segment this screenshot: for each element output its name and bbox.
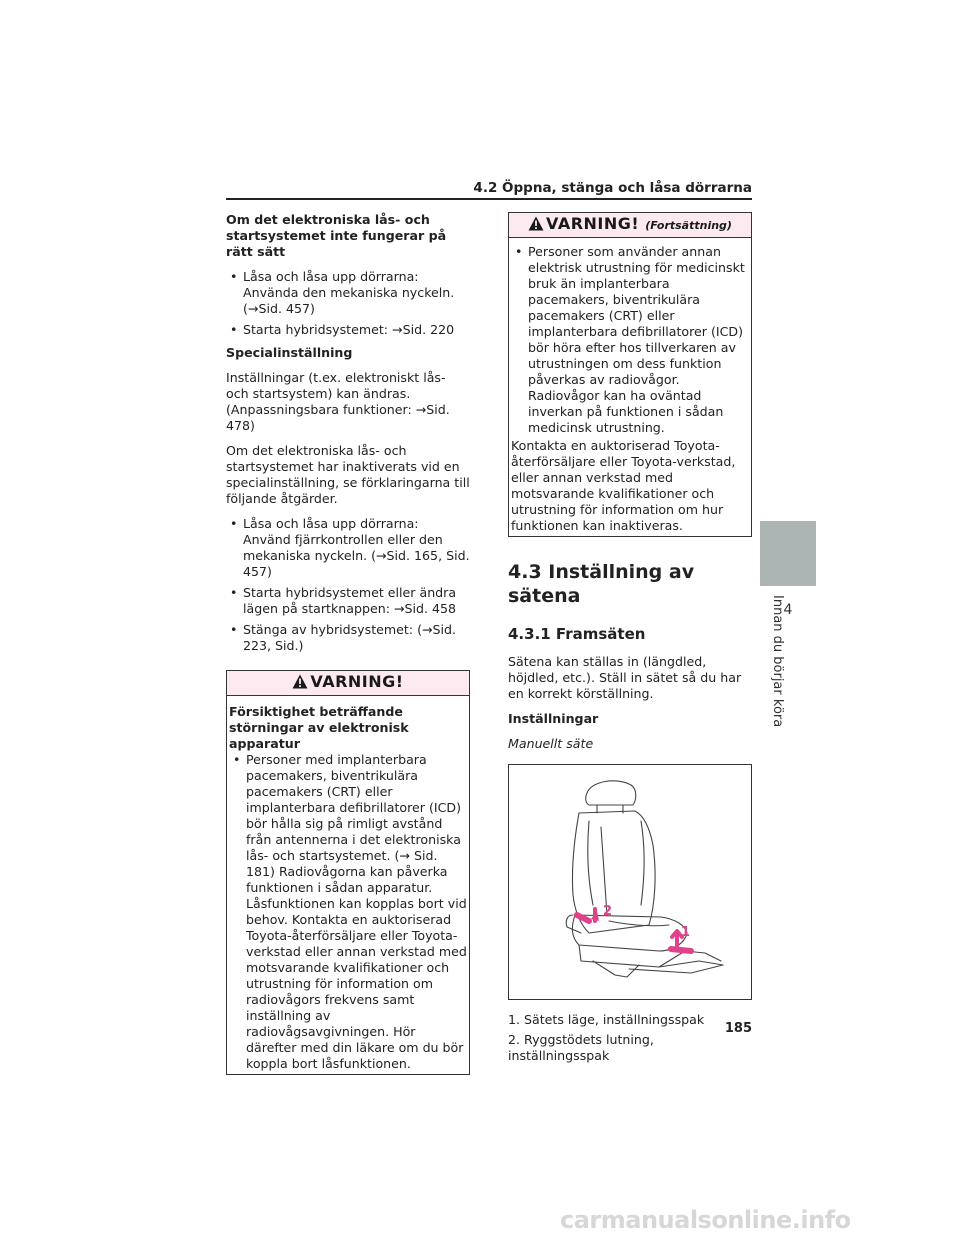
figure-legend: [508, 1012, 752, 1064]
warning-body: [509, 238, 751, 536]
warning-body: [227, 696, 469, 1074]
section-title: 4.3 Inställning av sätena: [508, 561, 695, 607]
list-item: • Starta hybridsystemet: →Sid. 220: [226, 322, 470, 338]
list-item: • Låsa och låsa upp dörrarna: Använda den mekaniska nyckeln. (→Sid. 457): [226, 269, 470, 317]
paragraph: Sätena kan ställas in (längdled, höjdled, etc.). Ställ in sätet så du har en korrekt körställning.: [508, 654, 742, 701]
list-item: • Personer med implanterbara pacemakers, biventrikulära pacemakers (CRT) eller implanterbara defibrillatorer (ICD) bör hålla sig på rimligt avstånd från antennerna i det elektroniska lås- och startsystemet. (→ Sid. 181) Radiovågorna kan påverka funktionen i sådan apparatur. Låsfunktionen kan kopplas bort vid behov. Kontakta en auktoriserad Toyota-återförsäljare eller Toyota-verkstad eller annan verkstad med motsvarande kvalifikationer och utrustning för information om radiovågors frekvens samt inställning av radiovågsavgivningen. Hör därefter med din läkare om du bör koppla bort låsfunktionen.: [229, 752, 467, 1072]
bullet-list-1: [226, 269, 470, 338]
warning-title-bar: [227, 671, 469, 696]
figure-label-2: 2: [603, 904, 613, 919]
manual-seat-caption: Manuellt säte: [508, 736, 594, 751]
seat-figure: [508, 764, 752, 1000]
left-column: [226, 212, 470, 1075]
settings-heading: Inställningar: [508, 711, 599, 726]
warning-bullet-list: [511, 244, 749, 436]
paragraph: Inställningar (t.ex. elektroniskt lås- och startsystem) kan ändras. (Anpassningsbara funktioner: →Sid. 478): [226, 370, 450, 433]
seat-illustration: [509, 765, 751, 999]
warning-title: VARNING!: [310, 672, 404, 691]
list-item: • Starta hybridsystemet eller ändra lägen på startknappen: →Sid. 458: [226, 585, 470, 617]
list-item: • Stänga av hybridsystemet: (→Sid. 223, Sid.): [226, 622, 470, 654]
chapter-number: 4: [783, 602, 793, 618]
warning-bullet-list: [229, 752, 467, 1072]
bullet-list-2: [226, 516, 470, 654]
warning-triangle-icon: [292, 674, 308, 694]
chapter-tab: [760, 521, 816, 586]
warning-subheading: Försiktighet beträffande störningar av elektronisk apparatur: [229, 704, 409, 751]
header-rule: [226, 198, 752, 200]
warning-box: [226, 670, 470, 1075]
legend-item: 2. Ryggstödets lutning, inställningsspak: [508, 1032, 654, 1063]
legend-item: 1. Sätets läge, inställningsspak: [508, 1012, 705, 1027]
paragraph: Kontakta en auktoriserad Toyota-återförsäljare eller Toyota-verkstad, eller annan verkstad med motsvarande kvalifikationer och utrustning för information om hur funktionen kan inaktiveras.: [511, 438, 736, 533]
warning-continued-label: (Fortsättning): [645, 219, 732, 232]
chapter-label-text: Innan du börjar köra: [770, 595, 785, 728]
figure-label-1: 1: [681, 925, 691, 940]
subsection-title: 4.3.1 Framsäten: [508, 625, 646, 643]
list-item: • Personer som använder annan elektrisk utrustning för medicinskt bruk än implanterbara pacemakers, biventrikulära pacemakers (CRT) eller implanterbara defibrillatorer (ICD) bör höra efter hos tillverkaren av utrustningen om dess funktion påverkas av radiovågor. Radiovågor kan ha oväntad inverkan på funktionen i sådan medicinsk utrustning.: [511, 244, 749, 436]
left-heading: Om det elektroniska lås- och startsystemet inte fungerar på rätt sätt: [226, 212, 447, 259]
running-header: 4.2 Öppna, stänga och låsa dörrarna: [473, 180, 752, 196]
chapter-label: [765, 595, 785, 775]
warning-title: VARNING!: [546, 214, 640, 233]
warning-triangle-icon: [528, 216, 544, 236]
page-number: 185: [724, 1021, 752, 1036]
paragraph: Om det elektroniska lås- och startsystemet har inaktiverats vid en specialinställning, se förklaringarna till följande åtgärder.: [226, 443, 470, 506]
special-heading: Specialinställning: [226, 345, 353, 360]
watermark: carmanualsonline.info: [560, 1206, 851, 1234]
right-column: [508, 212, 752, 1068]
warning-title-bar: [509, 213, 751, 238]
list-item: • Låsa och låsa upp dörrarna: Använd fjärrkontrollen eller den mekaniska nyckeln. (→Sid. 165, Sid. 457): [226, 516, 470, 580]
warning-box-continued: [508, 212, 752, 537]
